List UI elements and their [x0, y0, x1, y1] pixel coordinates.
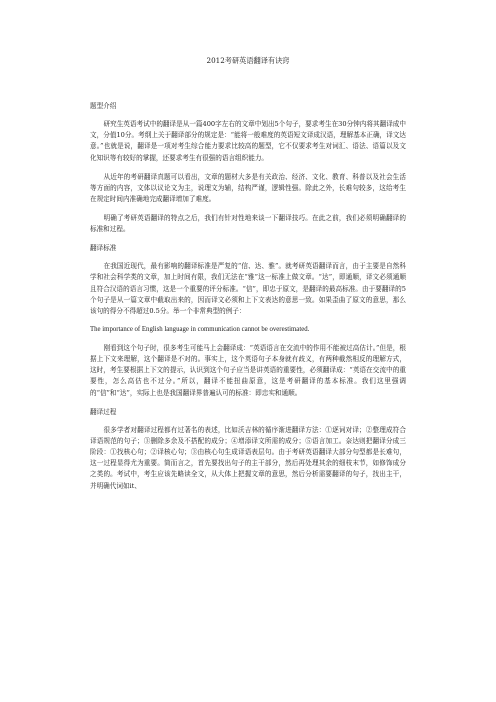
section-heading-translation-process: 翻译过程	[90, 407, 117, 416]
paragraph: 从近年的考研翻译真题可以看出，文章的题材大多是有关政治、经济、文化、教育、科普以及社会生活等方面的内容，文体以议论文为主，说理文为辅，结构严谨，逻辑性强。除此之外，长难句较多，这给考生在规定时间内准确地完成翻译增加了难度。	[90, 172, 406, 204]
paragraph: 研究生英语考试中的翻译是从一篇400字左右的文章中划出5个句子，要求考生在30分钟内将其翻译成中文，分值10分。考纲上关于翻译部分的规定是：“能将一般难度的英语短文译成汉语，理解基本正确，译文达意。”也就是说，翻译是一项对考生综合能力要求比较高的题型，它不仅要求考生对词汇、语法、语篇以及文化知识等有较好的掌握，还要求考生有很强的语言组织能力。	[90, 120, 406, 162]
section-heading-question-type: 题型介绍	[90, 102, 117, 110]
document-page	[90, 56, 406, 500]
section-heading-translation-standard: 翻译标准	[90, 244, 117, 253]
paragraph: 明确了考研英语翻译的特点之后，我们有针对性地来谈一下翻译技巧。在此之前，我们必须明确翻译的标准和过程。	[90, 214, 406, 234]
paragraph: 很多学者对翻译过程都有过著名的表述，比如沃吉林的循序渐进翻译方法：①逐词对译；②整理成符合译语规范的句子；③删除多余及不搭配的成分；④增添译文所需的成分；⑤语言加工。奈达则把翻译分成三阶段：①找核心句；②译核心句；③由核心句生成译语表层句。由于考研英语翻译大部分句型都是长难句，这一过程显得尤为重要。简而言之，首先要找出句子的主干部分，然后再处理其余的细枝末节，如修饰成分之类的。考试中，考生应该先略读全文，从大体上把握文章的意思，然后分析需要翻译的句子，找出主干，并明确代词如it、	[90, 425, 406, 490]
english-example-sentence: The importance of English language in communication cannot be overestimated.	[90, 326, 310, 334]
paragraph: 刚看到这个句子时，很多考生可能马上会翻译成：“英语语言在交流中的作用不能被过高估计。”但是，根据上下文来理解，这个翻译是不对的。事实上，这个英语句子本身就有歧义，有两种截然相反的理解方式，这时，考生要根据上下文的提示，认识到这个句子应当是讲英语的重要性，必须翻译成：“英语在交流中的重要性，怎么高估也不过分。”所以，翻译不能扭曲原意，这是考研翻译的基本标准。我们这里强调的“信”和“达”，实际上也是我国翻译界普遍认可的标准：即忠实和通顺。	[90, 343, 406, 397]
document-title: 2012考研英语翻译有诀窍	[206, 56, 290, 65]
paragraph: 在我国近现代，最有影响的翻译标准是严复的“信、达、雅”。就考研英语翻译而言，由于主要是自然科学和社会科学类的文章，加上时间有限，我们无法在“雅”这一标准上做文章。“达”，即通顺，译文必须通顺且符合汉语的语言习惯，这是一个重要的评分标准。“信”，即忠于原文，是翻译的最高标准。由于要翻译的5个句子是从一篇文章中截取出来的，因而译文必须和上下文表达的意思一致。如果歪曲了原文的意思，那么该句的得分不得超过0.5分。举一个非常典型的例子：	[90, 262, 406, 316]
